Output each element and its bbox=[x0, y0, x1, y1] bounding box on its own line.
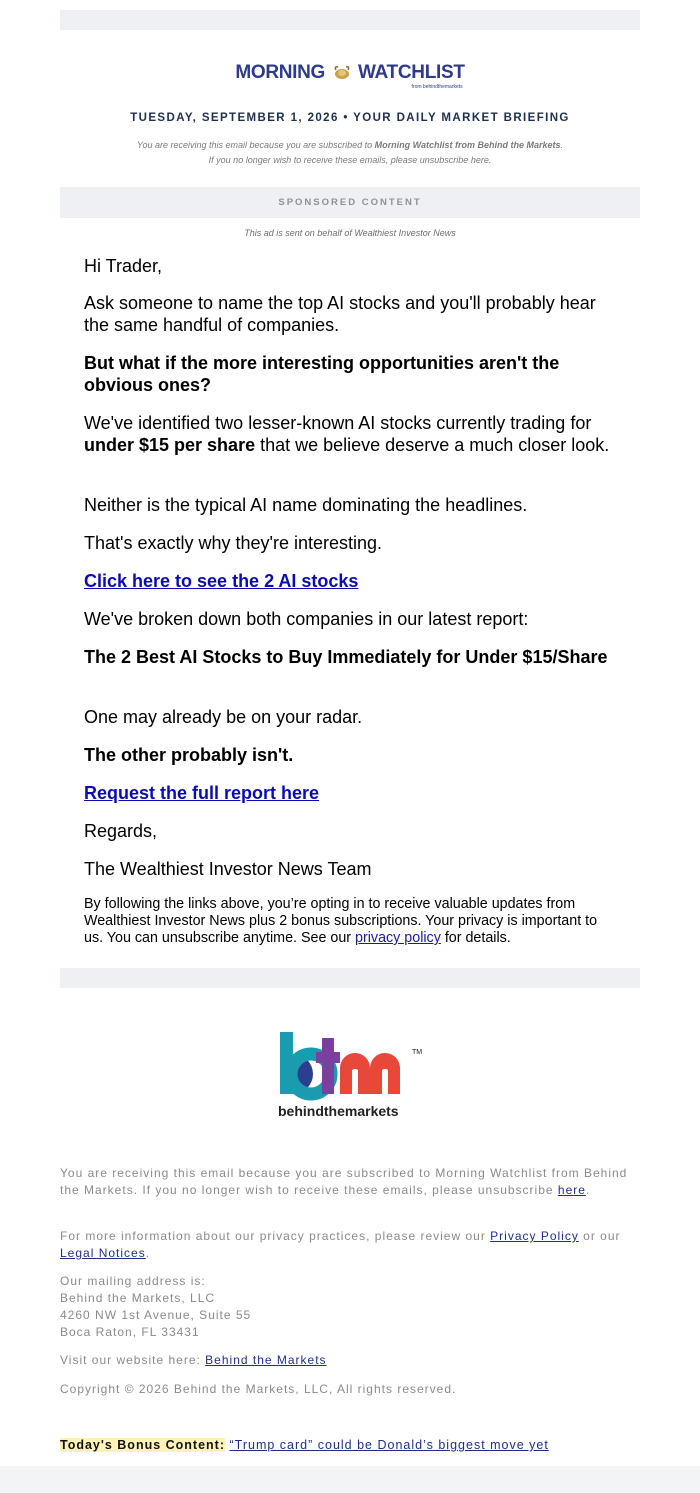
notice-bold: Morning Watchlist from Behind the Markets bbox=[374, 140, 561, 150]
behind-the-markets-logo[interactable] bbox=[278, 1030, 428, 1122]
top-divider-bar bbox=[60, 10, 640, 30]
report-title: The 2 Best AI Stocks to Buy Immediately for Under $15/Share bbox=[84, 647, 608, 667]
notice-suffix: . bbox=[560, 140, 563, 150]
signature: The Wealthiest Investor News Team bbox=[84, 859, 372, 879]
paragraph-other: The other probably isn't. bbox=[84, 745, 294, 765]
logo-subtitle: from behindthemarkets bbox=[411, 84, 463, 90]
btm-tm: TM bbox=[412, 1049, 423, 1056]
footer-subscription bbox=[60, 1165, 635, 1199]
fine-before: By following the links above, you’re opting in to receive valuable updates from Wealthiest Investor News plus 2 bonus subscriptions. Your privacy is important to us. You can unsubscribe anytime. See our bbox=[84, 896, 598, 946]
sponsored-content-bar: SPONSORED CONTENT bbox=[60, 187, 640, 218]
subscription-notice bbox=[0, 138, 700, 168]
logo-word-morning: MORNING bbox=[235, 62, 326, 83]
p3-before: We've identified two lesser-known AI stocks currently trading for bbox=[84, 413, 592, 433]
p3-bold: under $15 per share bbox=[84, 435, 256, 455]
request-report-link[interactable]: Request the full report here bbox=[84, 783, 320, 803]
website-text: Visit our website here: bbox=[60, 1353, 206, 1367]
btm-wordmark: behindthemarkets bbox=[278, 1103, 399, 1119]
logo-word-watchlist: WATCHLIST bbox=[357, 62, 465, 83]
privacy-policy-footer-link[interactable]: Privacy Policy bbox=[490, 1229, 579, 1243]
website-link[interactable]: Behind the Markets bbox=[205, 1353, 327, 1367]
mailing-address1: 4260 NW 1st Avenue, Suite 55 bbox=[60, 1308, 252, 1322]
footer-mailing-address bbox=[60, 1273, 635, 1341]
paragraph-exactly: That's exactly why they're interesting. bbox=[84, 533, 383, 553]
dateline: TUESDAY, SEPTEMBER 1, 2026 • YOUR DAILY MARKET BRIEFING bbox=[130, 112, 570, 124]
mailing-address2: Boca Raton, FL 33431 bbox=[60, 1325, 200, 1339]
bonus-link[interactable]: “Trump card” could be Donald’s biggest move yet bbox=[229, 1438, 549, 1452]
footer-website bbox=[60, 1352, 635, 1369]
paragraph-broken-down: We've broken down both companies in our latest report: bbox=[84, 609, 529, 629]
greeting: Hi Trader, bbox=[84, 256, 163, 276]
morning-watchlist-logo[interactable] bbox=[0, 62, 700, 90]
mid-divider-bar bbox=[60, 968, 640, 988]
footer-privacy-or: or our bbox=[578, 1229, 621, 1243]
paragraph-neither: Neither is the typical AI name dominating the headlines. bbox=[84, 495, 528, 515]
paragraph-radar: One may already be on your radar. bbox=[84, 707, 363, 727]
ad-disclaimer: This ad is sent on behalf of Wealthiest Investor News bbox=[244, 228, 456, 238]
fine-print bbox=[84, 896, 619, 947]
fine-after: for details. bbox=[440, 930, 511, 946]
notice-prefix: You are receiving this email because you are subscribed to bbox=[136, 140, 375, 150]
regards: Regards, bbox=[84, 821, 158, 841]
privacy-policy-link[interactable]: privacy policy bbox=[355, 930, 441, 946]
p3-after: that we believe deserve a much closer look. bbox=[255, 435, 610, 455]
unsubscribe-link[interactable]: here bbox=[557, 1183, 586, 1197]
bottom-bar bbox=[0, 1466, 700, 1493]
bonus-content bbox=[60, 1438, 549, 1452]
mailing-label: Our mailing address is: bbox=[60, 1274, 206, 1288]
footer-sub-text: You are receiving this email because you are subscribed to Morning Watchlist from Behind the Markets. If you no longer wish to receive these emails, please unsubscribe bbox=[60, 1166, 628, 1197]
notice-line2: If you no longer wish to receive these emails, please unsubscribe here. bbox=[208, 155, 492, 165]
bull-icon bbox=[332, 63, 352, 83]
btm-logo-mark bbox=[278, 1030, 428, 1122]
paragraph-intro: Ask someone to name the top AI stocks and you'll probably hear the same handful of companies. bbox=[84, 293, 596, 335]
mailing-company: Behind the Markets, LLC bbox=[60, 1291, 216, 1305]
legal-notices-link[interactable]: Legal Notices bbox=[60, 1246, 146, 1260]
footer-privacy-end: . bbox=[145, 1246, 151, 1260]
paragraph-identified bbox=[84, 412, 624, 456]
paragraph-question: But what if the more interesting opportunities aren't the obvious ones? bbox=[84, 353, 560, 395]
see-ai-stocks-link[interactable]: Click here to see the 2 AI stocks bbox=[84, 571, 359, 591]
footer-privacy bbox=[60, 1228, 635, 1262]
footer-privacy-text: For more information about our privacy practices, please review our bbox=[60, 1229, 491, 1243]
footer-sub-end: . bbox=[585, 1183, 591, 1197]
footer-copyright: Copyright © 2026 Behind the Markets, LLC, All rights reserved. bbox=[60, 1382, 457, 1396]
bonus-label: Today's Bonus Content: bbox=[60, 1438, 226, 1452]
